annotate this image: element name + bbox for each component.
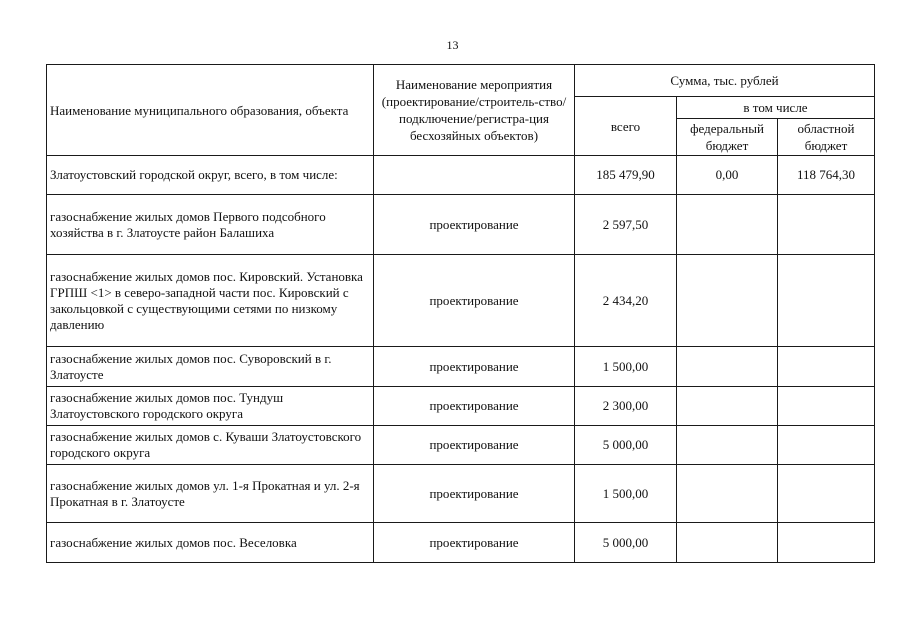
row-total: 1 500,00	[575, 347, 677, 387]
header-event: Наименование мероприятия (проектирование/строитель-ство/подключение/регистра-ция бесхозяйных объектов)	[374, 65, 575, 156]
summary-name: Златоустовский городской округ, всего, в том числе:	[47, 156, 374, 195]
row-event: проектирование	[374, 426, 575, 465]
row-federal	[677, 426, 778, 465]
row-name: газоснабжение жилых домов пос. Кировский. Установка ГРПШ <1> в северо-западной части пос. Кировский с закольцовкой с существующими сетями по низкому давлению	[47, 255, 374, 347]
row-regional	[778, 387, 875, 426]
row-federal	[677, 387, 778, 426]
row-regional	[778, 195, 875, 255]
row-name: газоснабжение жилых домов пос. Суворовский в г. Златоусте	[47, 347, 374, 387]
row-event: проектирование	[374, 387, 575, 426]
header-regional: областной бюджет	[778, 119, 875, 156]
row-event: проектирование	[374, 465, 575, 523]
header-total: всего	[575, 97, 677, 156]
row-total: 5 000,00	[575, 523, 677, 563]
page-number: 13	[446, 38, 459, 52]
row-event: проектирование	[374, 255, 575, 347]
row-total: 1 500,00	[575, 465, 677, 523]
row-event: проектирование	[374, 347, 575, 387]
header-sum: Сумма, тыс. рублей	[575, 65, 875, 97]
budget-table	[46, 64, 875, 563]
summary-federal: 0,00	[677, 156, 778, 195]
row-total: 2 300,00	[575, 387, 677, 426]
row-federal	[677, 523, 778, 563]
summary-total: 185 479,90	[575, 156, 677, 195]
table-row	[47, 426, 875, 465]
summary-regional: 118 764,30	[778, 156, 875, 195]
row-regional	[778, 523, 875, 563]
row-event: проектирование	[374, 195, 575, 255]
row-name: газоснабжение жилых домов пос. Веселовка	[47, 523, 374, 563]
table-row	[47, 465, 875, 523]
table-row	[47, 387, 875, 426]
summary-event	[374, 156, 575, 195]
row-regional	[778, 426, 875, 465]
row-federal	[677, 255, 778, 347]
table-row	[47, 195, 875, 255]
row-federal	[677, 195, 778, 255]
row-total: 2 597,50	[575, 195, 677, 255]
header-name: Наименование муниципального образования, объекта	[47, 65, 374, 156]
table-row	[47, 255, 875, 347]
summary-row	[47, 156, 875, 195]
table-row	[47, 523, 875, 563]
header-federal: федеральный бюджет	[677, 119, 778, 156]
row-regional	[778, 255, 875, 347]
row-name: газоснабжение жилых домов ул. 1-я Прокатная и ул. 2-я Прокатная в г. Златоусте	[47, 465, 374, 523]
row-regional	[778, 347, 875, 387]
row-federal	[677, 465, 778, 523]
header-row-1	[47, 65, 875, 97]
row-name: газоснабжение жилых домов Первого подсобного хозяйства в г. Златоусте район Балашиха	[47, 195, 374, 255]
row-name: газоснабжение жилых домов с. Куваши Златоустовского городского округа	[47, 426, 374, 465]
row-federal	[677, 347, 778, 387]
table-row	[47, 347, 875, 387]
row-event: проектирование	[374, 523, 575, 563]
row-total: 2 434,20	[575, 255, 677, 347]
row-regional	[778, 465, 875, 523]
row-name: газоснабжение жилых домов пос. Тундуш Златоустовского городского округа	[47, 387, 374, 426]
header-including: в том числе	[677, 97, 875, 119]
row-total: 5 000,00	[575, 426, 677, 465]
